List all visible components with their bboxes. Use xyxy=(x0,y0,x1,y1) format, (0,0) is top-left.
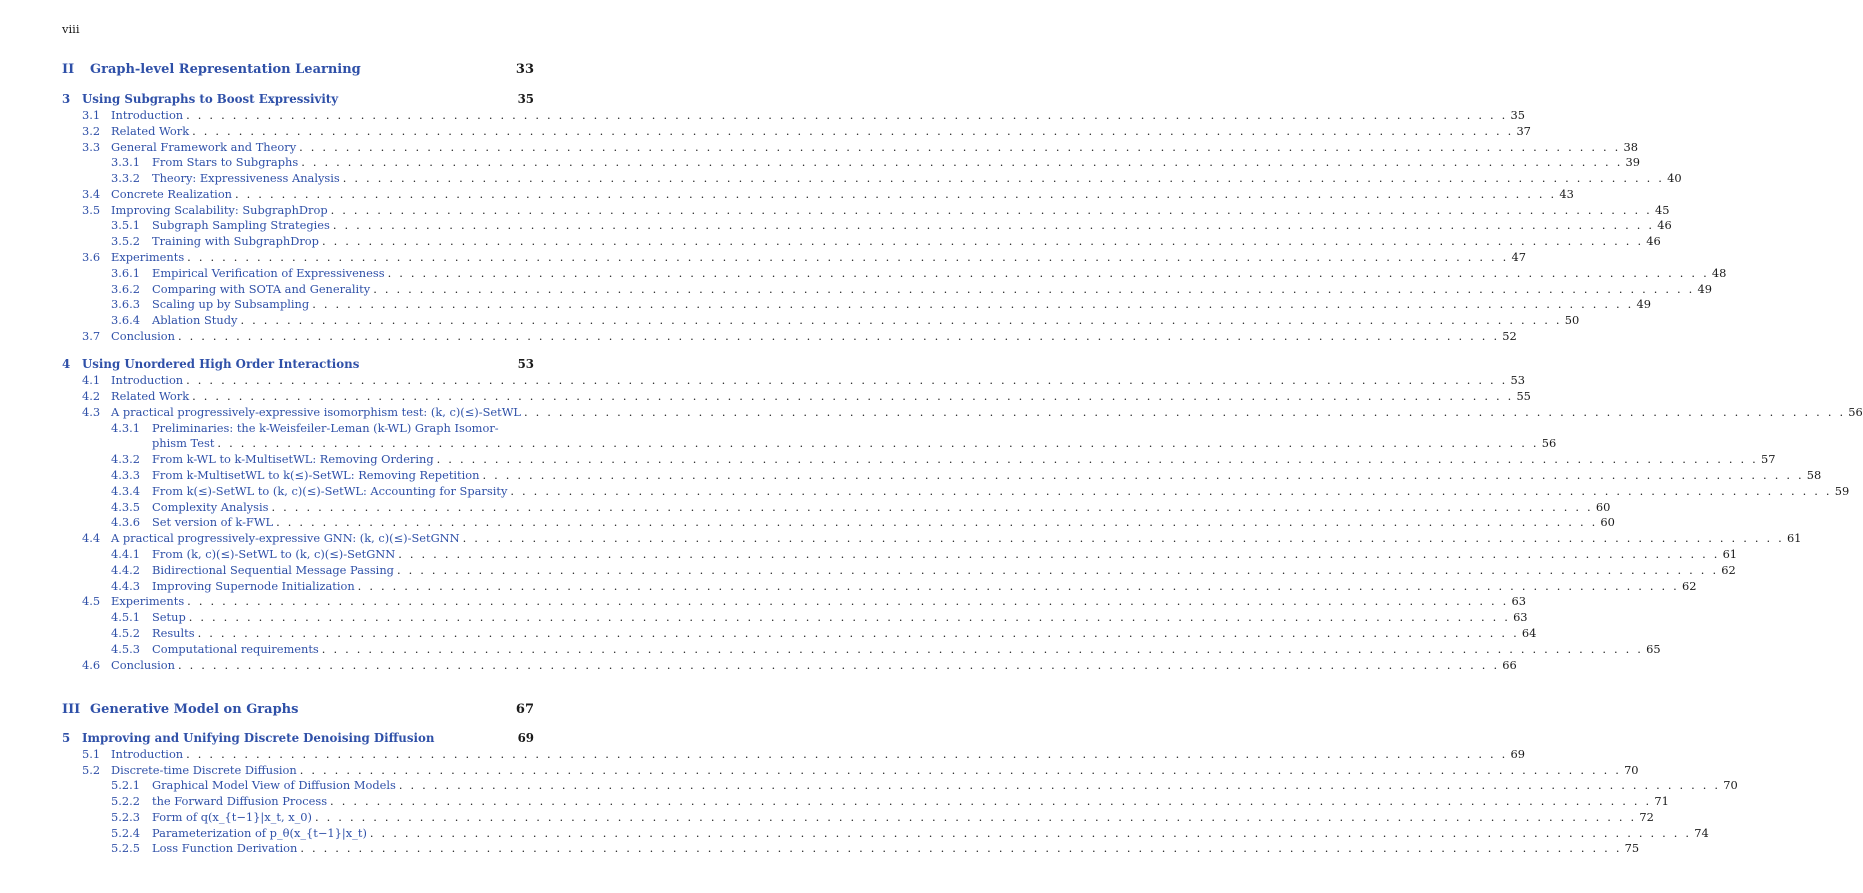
toc-entry[interactable] xyxy=(62,594,1526,609)
toc-entry-title: Scaling up by Subsampling xyxy=(152,297,310,311)
toc-entry[interactable] xyxy=(62,124,1531,139)
toc-entry-page: 40 xyxy=(1667,171,1682,185)
toc-entry-page: 39 xyxy=(1625,155,1641,169)
dot-leader xyxy=(398,547,1719,562)
toc-entry-page: 38 xyxy=(1623,140,1638,154)
dot-leader xyxy=(330,794,1651,809)
toc-entry-number: 5.2.1 xyxy=(111,778,140,792)
toc-entry-number: 4.3 xyxy=(82,405,101,419)
dot-leader xyxy=(510,484,1831,499)
toc-entry[interactable] xyxy=(62,421,534,436)
toc-entry-page: 69 xyxy=(517,731,534,745)
toc-entry[interactable] xyxy=(62,794,1669,809)
dot-leader xyxy=(276,515,1597,530)
toc-entry-title: Related Work xyxy=(111,389,190,403)
toc-entry-number: 3.3.2 xyxy=(111,171,140,185)
toc-entry-page: 56 xyxy=(1848,405,1863,419)
toc-entry-page: 62 xyxy=(1681,579,1697,593)
toc-entry-number: 3.6.2 xyxy=(111,282,140,296)
toc-entry[interactable] xyxy=(62,297,1651,312)
toc-entry[interactable] xyxy=(62,747,1525,762)
toc-entry-number: 4.3.3 xyxy=(111,468,140,482)
toc-entry-number: 3 xyxy=(62,92,71,106)
toc-entry-number: 5 xyxy=(62,731,71,745)
toc-entry-page: 48 xyxy=(1711,266,1727,280)
toc-entry[interactable] xyxy=(62,778,1738,793)
toc-entry-title-continued: phism Test xyxy=(152,436,215,450)
toc-entry-number: 3.1 xyxy=(82,108,101,122)
toc-entry[interactable] xyxy=(62,642,1661,657)
dot-leader xyxy=(186,747,1507,762)
toc-entry-title: Graphical Model View of Diffusion Models xyxy=(152,778,396,792)
toc-entry-page: 69 xyxy=(1510,747,1525,761)
toc-entry-title: Loss Function Derivation xyxy=(152,841,298,855)
toc-entry-number: II xyxy=(62,62,75,77)
toc-entry-page: 66 xyxy=(1502,658,1517,672)
toc-entry-number: 4.5.1 xyxy=(111,610,140,624)
toc-entry-page: 64 xyxy=(1521,626,1537,640)
toc-entry-page: 49 xyxy=(1697,282,1712,296)
dot-leader xyxy=(187,250,1508,265)
dot-leader xyxy=(315,810,1636,825)
toc-entry-number: 4.2 xyxy=(82,389,101,403)
toc-entry-title: A practical progressively-expressive GNN: (k, c)(≤)-SetGNN xyxy=(111,531,460,545)
toc-entry-number: III xyxy=(62,702,81,717)
toc-entry-number: 4.3.4 xyxy=(111,484,140,498)
toc-entry-title: Conclusion xyxy=(111,658,175,672)
toc-entry-page: 45 xyxy=(1654,203,1670,217)
toc-entry[interactable] xyxy=(62,266,1727,281)
toc-entry-number: 5.2.3 xyxy=(111,810,140,824)
toc-entry-page: 63 xyxy=(1513,610,1528,624)
toc-entry-title: Experiments xyxy=(111,250,185,264)
dot-leader xyxy=(322,642,1643,657)
toc-entry-number: 5.2.5 xyxy=(111,841,140,855)
toc-entry-title: Experiments xyxy=(111,594,185,608)
toc-entry-number: 5.2 xyxy=(82,763,101,777)
toc-entry[interactable] xyxy=(62,329,1517,344)
toc-entry-number: 3.5.1 xyxy=(111,218,140,232)
dot-leader xyxy=(192,124,1513,139)
toc-entry-page: 61 xyxy=(1722,547,1738,561)
toc-entry-page: 50 xyxy=(1564,313,1580,327)
toc-entry[interactable] xyxy=(62,313,1580,328)
toc-entry[interactable] xyxy=(62,702,534,720)
toc-entry-title: Improving Supernode Initialization xyxy=(152,579,355,593)
toc-entry-page: 53 xyxy=(517,357,534,371)
toc-entry-title: Improving and Unifying Discrete Denoising Diffusion xyxy=(82,731,435,745)
toc-entry-title: Ablation Study xyxy=(152,313,238,327)
toc-entry-number: 4.5 xyxy=(82,594,101,608)
toc-entry-title: Generative Model on Graphs xyxy=(90,702,299,717)
dot-leader xyxy=(192,389,1513,404)
toc-entry-page: 46 xyxy=(1646,234,1661,248)
toc-entry-page: 35 xyxy=(517,92,534,106)
toc-entry[interactable] xyxy=(62,373,1525,388)
dot-leader xyxy=(397,563,1718,578)
toc-entry-number: 3.5.2 xyxy=(111,234,140,248)
toc-entry-number: 4.3.1 xyxy=(111,421,140,435)
dot-leader xyxy=(186,108,1507,123)
toc-entry-number: 3.6.4 xyxy=(111,313,140,327)
toc-entry-title: Using Subgraphs to Boost Expressivity xyxy=(82,92,339,106)
toc-entry-title: Preliminaries: the k-Weisfeiler-Leman (k-WL) Graph Isomor- xyxy=(152,421,499,435)
toc-entry-page: 72 xyxy=(1639,810,1654,824)
toc-entry[interactable] xyxy=(62,500,1611,515)
dot-leader xyxy=(300,763,1621,778)
toc-entry-number: 4.4 xyxy=(82,531,101,545)
toc-entry-continuation[interactable] xyxy=(62,436,1557,451)
toc-entry-title: Complexity Analysis xyxy=(152,500,269,514)
toc-entry-number: 4.3.2 xyxy=(111,452,140,466)
dot-leader xyxy=(463,531,1784,546)
toc-entry-number: 3.6.3 xyxy=(111,297,140,311)
toc-entry[interactable] xyxy=(62,658,1517,673)
dot-leader xyxy=(272,500,1593,515)
toc-entry[interactable] xyxy=(62,547,1738,562)
toc-entry-page: 75 xyxy=(1624,841,1640,855)
toc-entry-number: 3.3.1 xyxy=(111,155,140,169)
toc-entry-page: 37 xyxy=(1516,124,1531,138)
toc-entry-number: 4.3.5 xyxy=(111,500,140,514)
toc-entry[interactable] xyxy=(62,405,1863,420)
toc-entry[interactable] xyxy=(62,452,1776,467)
dot-leader xyxy=(370,826,1691,841)
toc-entry[interactable] xyxy=(62,155,1641,170)
toc-entry-title: Parameterization of p_θ(x_{t−1}|x_t) xyxy=(152,826,367,840)
dot-leader xyxy=(217,436,1538,451)
toc-entry[interactable] xyxy=(62,140,1638,155)
toc-entry-title: Results xyxy=(152,626,195,640)
toc-entry-page: 62 xyxy=(1721,563,1736,577)
toc-entry-title: Introduction xyxy=(111,108,184,122)
toc-entry[interactable] xyxy=(62,563,1736,578)
toc-entry-page: 61 xyxy=(1786,531,1802,545)
toc-entry-number: 4.5.2 xyxy=(111,626,140,640)
toc-entry-page: 67 xyxy=(515,702,534,717)
toc-entry[interactable] xyxy=(62,187,1574,202)
toc-entry[interactable] xyxy=(62,731,534,746)
dot-leader xyxy=(524,405,1845,420)
toc-entry-page: 47 xyxy=(1511,250,1526,264)
toc-entry-number: 4.4.3 xyxy=(111,579,140,593)
dot-leader xyxy=(312,297,1633,312)
dot-leader xyxy=(178,329,1499,344)
toc-entry-title: Improving Scalability: SubgraphDrop xyxy=(111,203,328,217)
toc-entry-title: Graph-level Representation Learning xyxy=(90,62,361,77)
dot-leader xyxy=(399,778,1720,793)
dot-leader xyxy=(300,841,1621,856)
dot-leader xyxy=(373,282,1694,297)
toc-entry-number: 3.7 xyxy=(82,329,101,343)
dot-leader xyxy=(186,373,1507,388)
dot-leader xyxy=(331,203,1652,218)
toc-entry-title: Subgraph Sampling Strategies xyxy=(152,218,330,232)
toc-entry[interactable] xyxy=(62,484,1850,499)
toc-entry[interactable] xyxy=(62,282,1712,297)
toc-entry-page: 53 xyxy=(1510,373,1525,387)
toc-entry[interactable] xyxy=(62,92,534,107)
toc-entry-title: Introduction xyxy=(111,373,184,387)
toc-entry-number: 3.6.1 xyxy=(111,266,140,280)
dot-leader xyxy=(299,140,1620,155)
toc-entry-page: 43 xyxy=(1559,187,1574,201)
toc-entry-title: From k-MultisetWL to k(≤)-SetWL: Removing Repetition xyxy=(152,468,480,482)
toc-entry[interactable] xyxy=(62,468,1822,483)
toc-entry-title: From Stars to Subgraphs xyxy=(152,155,299,169)
toc-entry-title: From k-WL to k-MultisetWL: Removing Ordering xyxy=(152,452,434,466)
toc-entry-title: Empirical Verification of Expressiveness xyxy=(152,266,385,280)
toc-entry-title: Form of q(x_{t−1}|x_t, x_0) xyxy=(152,810,313,824)
toc-entry[interactable] xyxy=(62,234,1661,249)
toc-entry-title: General Framework and Theory xyxy=(111,140,297,154)
toc-entry-title: the Forward Diffusion Process xyxy=(152,794,328,808)
toc-entry-page: 52 xyxy=(1502,329,1517,343)
toc-entry-number: 3.3 xyxy=(82,140,101,154)
toc-entry-title: Discrete-time Discrete Diffusion xyxy=(111,763,297,777)
toc-entry[interactable] xyxy=(62,763,1639,778)
toc-entry[interactable] xyxy=(62,250,1526,265)
toc-entry-title: Bidirectional Sequential Message Passing xyxy=(152,563,394,577)
toc-entry-page: 59 xyxy=(1834,484,1850,498)
toc-entry-number: 5.2.2 xyxy=(111,794,140,808)
toc-entry[interactable] xyxy=(62,108,1525,123)
toc-entry-number: 4.4.2 xyxy=(111,563,140,577)
toc-entry[interactable] xyxy=(62,389,1531,404)
toc-entry[interactable] xyxy=(62,826,1709,841)
toc-entry-page: 35 xyxy=(1510,108,1525,122)
toc-entry-number: 5.1 xyxy=(82,747,101,761)
toc-entry[interactable] xyxy=(62,579,1697,594)
toc-entry[interactable] xyxy=(62,357,534,372)
dot-leader xyxy=(240,313,1561,328)
toc-entry-title: From k(≤)-SetWL to (k, c)(≤)-SetWL: Accounting for Sparsity xyxy=(152,484,508,498)
toc-entry-title: Theory: Expressiveness Analysis xyxy=(152,171,340,185)
toc-entry[interactable] xyxy=(62,515,1615,530)
toc-entry-title: From (k, c)(≤)-SetWL to (k, c)(≤)-SetGNN xyxy=(152,547,396,561)
toc-entry-number: 4.3.6 xyxy=(111,515,140,529)
toc-entry-title: Using Unordered High Order Interactions xyxy=(82,357,360,371)
toc-entry-title: Related Work xyxy=(111,124,190,138)
toc-entry-number: 3.6 xyxy=(82,250,101,264)
dot-leader xyxy=(482,468,1803,483)
toc-entry-page: 58 xyxy=(1806,468,1822,482)
toc-entry-page: 74 xyxy=(1694,826,1709,840)
toc-entry-page: 70 xyxy=(1723,778,1738,792)
toc-entry-number: 4.4.1 xyxy=(111,547,140,561)
toc-entry-title: Set version of k-FWL xyxy=(152,515,274,529)
toc-entry-page: 55 xyxy=(1516,389,1531,403)
toc-entry-page: 46 xyxy=(1657,218,1672,232)
toc-entry-page: 60 xyxy=(1600,515,1615,529)
toc-entry-number: 3.4 xyxy=(82,187,101,201)
dot-leader xyxy=(187,594,1508,609)
toc-entry[interactable] xyxy=(62,626,1537,641)
toc-entry[interactable] xyxy=(62,810,1654,825)
toc-entry-page: 71 xyxy=(1654,794,1669,808)
toc-entry-page: 56 xyxy=(1541,436,1557,450)
dot-leader xyxy=(322,234,1643,249)
toc-entry-title: Conclusion xyxy=(111,329,175,343)
toc-entry-page: 49 xyxy=(1636,297,1651,311)
toc-entry[interactable] xyxy=(62,171,1682,186)
toc-entry-title: Setup xyxy=(152,610,186,624)
dot-leader xyxy=(178,658,1499,673)
dot-leader xyxy=(358,579,1679,594)
dot-leader xyxy=(235,187,1556,202)
dot-leader xyxy=(388,266,1709,281)
toc-entry-number: 3.5 xyxy=(82,203,101,217)
toc-entry-page: 65 xyxy=(1646,642,1661,656)
toc-entry-page: 70 xyxy=(1624,763,1639,777)
toc-entry-title: Concrete Realization xyxy=(111,187,233,201)
dot-leader xyxy=(189,610,1510,625)
toc-entry-page: 63 xyxy=(1511,594,1526,608)
toc-entry[interactable] xyxy=(62,62,534,80)
toc-entry-title: Introduction xyxy=(111,747,184,761)
dot-leader xyxy=(343,171,1664,186)
toc-entry-number: 4 xyxy=(62,357,71,371)
dot-leader xyxy=(437,452,1758,467)
toc-entry[interactable] xyxy=(62,841,1640,856)
dot-leader xyxy=(198,626,1519,641)
toc-entry[interactable] xyxy=(62,531,1802,546)
toc-entry-number: 5.2.4 xyxy=(111,826,140,840)
toc-entry[interactable] xyxy=(62,203,1670,218)
toc-entry[interactable] xyxy=(62,610,1528,625)
toc-entry-page: 33 xyxy=(515,62,534,77)
toc-entry-number: 4.6 xyxy=(82,658,101,672)
toc-entry-title: Training with SubgraphDrop xyxy=(152,234,319,248)
toc-entry-page: 60 xyxy=(1595,500,1611,514)
toc-entry-title: Computational requirements xyxy=(152,642,319,656)
toc-entry-page: 57 xyxy=(1760,452,1776,466)
toc-entry-number: 4.1 xyxy=(82,373,101,387)
toc-entry-title: A practical progressively-expressive isomorphism test: (k, c)(≤)-SetWL xyxy=(111,405,521,419)
page-number: viii xyxy=(62,22,80,36)
toc-entry[interactable] xyxy=(62,218,1672,233)
dot-leader xyxy=(333,218,1654,233)
toc-entry-number: 4.5.3 xyxy=(111,642,140,656)
toc-entry-number: 3.2 xyxy=(82,124,101,138)
toc-entry-title: Comparing with SOTA and Generality xyxy=(152,282,371,296)
dot-leader xyxy=(301,155,1622,170)
